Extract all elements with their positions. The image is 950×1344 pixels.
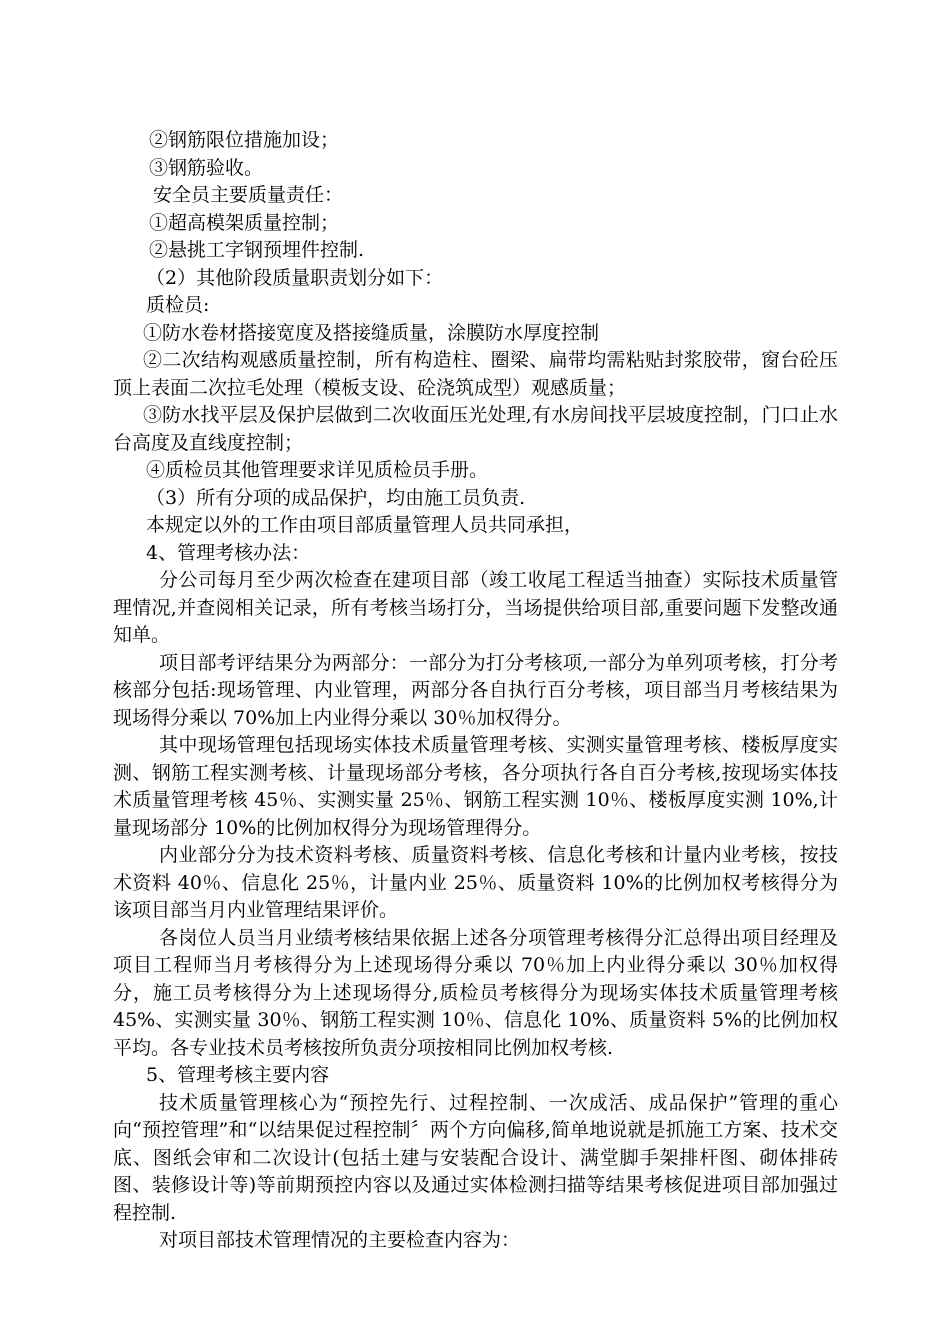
paragraph: ②悬挑工字钢预埋件控制. [149,239,365,261]
paragraph: ②钢筋限位措施加设； [149,129,340,151]
paragraph: 其中现场管理包括现场实体技术质量管理考核、实测实量管理考核、楼板厚度实测、钢筋工程实测考核、计量现场部分考核，各分项执行各自百分考核,按现场实体技术质量管理考核 45％、实测实量 25％、钢筋工程实测 10％、楼板厚度实测 10%,计量现场部分 10%的比例加权得分为现场管理得分。 [113,734,838,839]
paragraph: ①超高模架质量控制； [149,211,340,234]
section-heading: 4、管理考核办法： [146,541,311,564]
paragraph: （3）所有分项的成品保护，均由施工员负责. [146,486,526,509]
paragraph: 分公司每月至少两次检查在建项目部（竣工收尾工程适当抽查）实际技术质量管理情况,并查阅相关记录，所有考核当场打分，当场提供给项目部,重要问题下发整改通知单。 [113,569,838,646]
paragraph: 质检员: [146,294,210,316]
paragraph: 各岗位人员当月业绩考核结果依据上述各分项管理考核得分汇总得出项目经理及项目工程师当月考核得分为上述现场得分乘以 70％加上内业得分乘以 30％加权得分，施工员考核得分为上述现场得分,质检员考核得分为现场实体技术质量管理考核 45%、实测实量 30％、钢筋工程实测 10％、信息化 10%、质量资料 5%的比例加权平均。各专业技术员考核按所负责分项按相同比例加权考核. [113,926,838,1059]
paragraph: （2）其他阶段质量职责划分如下： [146,266,444,289]
paragraph: 项目部考评结果分为两部分：一部分为打分考核项,一部分为单列项考核，打分考核部分包括:现场管理、内业管理，两部分各自执行百分考核，项目部当月考核结果为现场得分乘以 70%加上内业得分乘以 30％加权得分。 [113,651,838,729]
paragraph: ③钢筋验收。 [149,156,264,179]
paragraph: 本规定以外的工作由项目部质量管理人员共同承担， [146,514,584,536]
paragraph: ③防水找平层及保护层做到二次收面压光处理,有水房间找平层坡度控制，门口止水台高度及直线度控制； [113,404,838,454]
paragraph: 技术质量管理核心为“预控先行、过程控制、一次成活、成品保护”管理的重心向“预控管理”和“以结果促过程控制〞两个方向偏移,简单地说就是抓施工方案、技术交底、图纸会审和二次设计(包括土建与安装配合设计、满堂脚手架排杆图、砌体排砖图、装修设计等)等前期预控内容以及通过实体检测扫描等结果考核促进项目部加强过程控制. [113,1091,838,1224]
paragraph: 对项目部技术管理情况的主要检查内容为： [159,1229,521,1251]
paragraph: 安全员主要质量责任： [153,184,344,206]
section-heading: 5、管理考核主要内容 [146,1064,330,1086]
paragraph: ①防水卷材搭接宽度及搭接缝质量，涂膜防水厚度控制 [143,321,600,344]
paragraph: ②二次结构观感质量控制，所有构造柱、圈梁、扁带均需粘贴封浆胶带，窗台砼压顶上表面二次拉毛处理（模板支设、砼浇筑成型）观感质量； [113,349,838,399]
paragraph: ④质检员其他管理要求详见质检员手册。 [146,459,489,481]
document-body [113,127,838,1255]
paragraph: 内业部分分为技术资料考核、质量资料考核、信息化考核和计量内业考核，按技术资料 40％、信息化 25％，计量内业 25％、质量资料 10%的比例加权考核得分为该项目部当月内业管理结果评价。 [113,844,838,921]
